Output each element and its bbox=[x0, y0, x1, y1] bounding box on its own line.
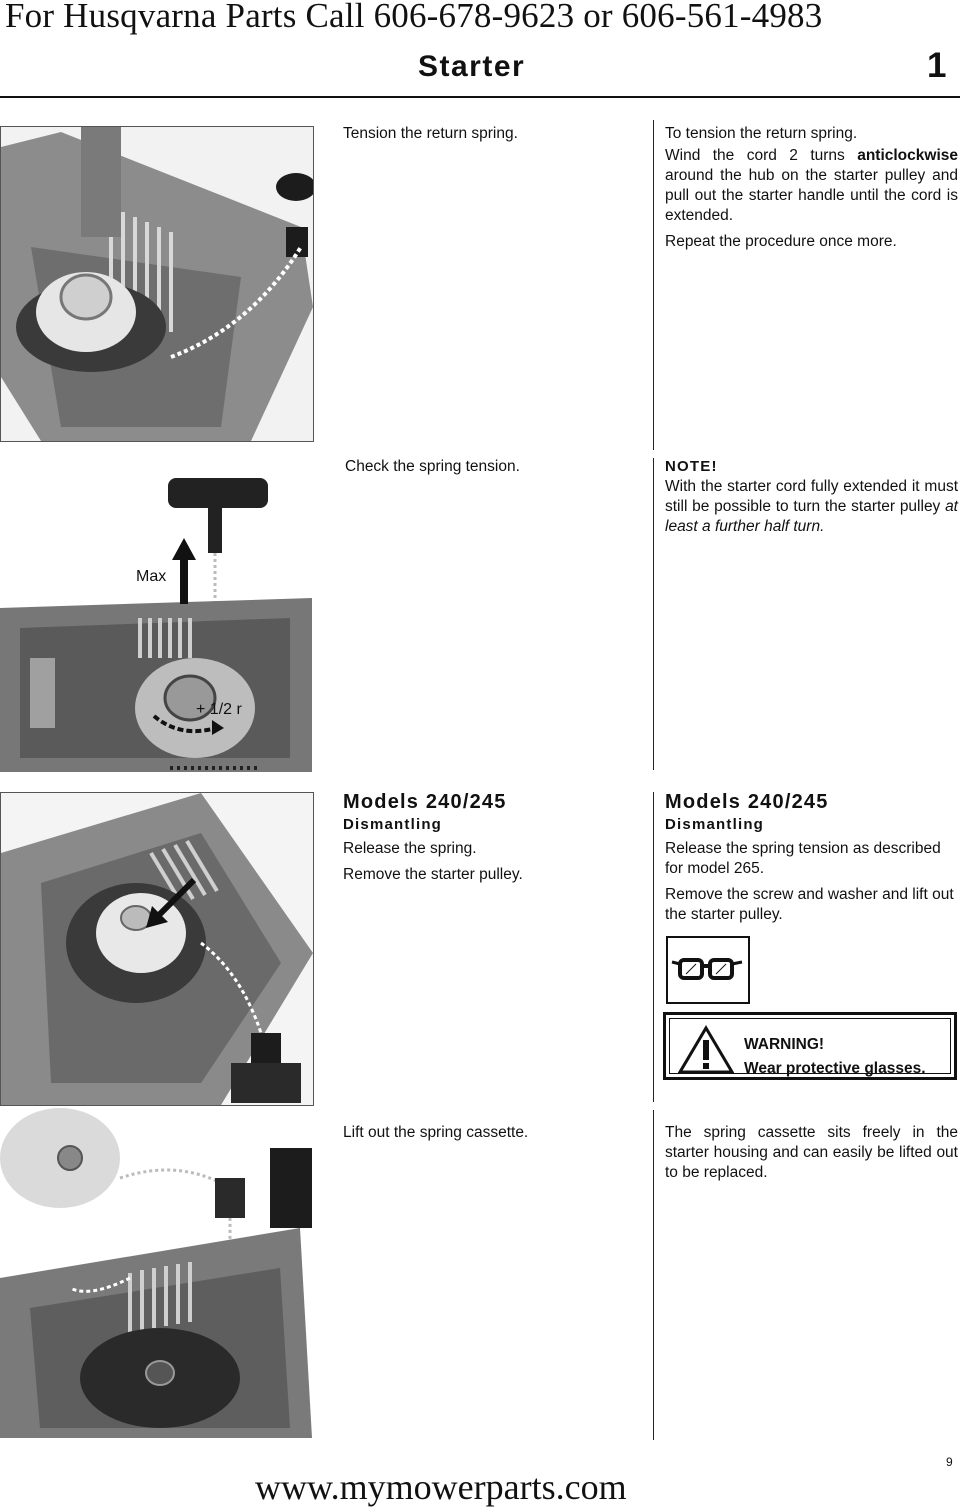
note-text bbox=[665, 477, 958, 537]
step1-instructions bbox=[665, 124, 958, 258]
page-number: 9 bbox=[946, 1455, 953, 1469]
protective-glasses-icon bbox=[666, 936, 750, 1004]
wind-text-after: around the hub on the starter pulley and pull out the starter handle until the cord is extended. bbox=[665, 167, 958, 224]
tension-spring-photo bbox=[0, 126, 314, 442]
header-rule bbox=[0, 96, 960, 98]
section-title: Starter bbox=[418, 50, 526, 83]
spring-tension-photo bbox=[0, 458, 312, 772]
models-heading: Models 240/245 bbox=[665, 791, 829, 813]
step3-left-line: Remove the starter pulley. bbox=[343, 866, 523, 883]
column-divider bbox=[653, 1110, 654, 1440]
step4-caption: Lift out the spring cassette. bbox=[343, 1124, 529, 1141]
column-divider bbox=[653, 458, 654, 770]
arrow-up-icon bbox=[172, 538, 196, 604]
note-text-main: With the starter cord fully extended it must still be possible to turn the starter pulley bbox=[665, 478, 958, 515]
warning-title: WARNING! bbox=[744, 1036, 825, 1053]
dismantling-subheading: Dismantling bbox=[665, 816, 765, 833]
remove-pulley-photo bbox=[0, 792, 314, 1106]
warning-triangle-icon bbox=[678, 1025, 734, 1075]
step4-text: The spring cassette sits freely in the starter housing and can easily be lifted out to be replaced. bbox=[665, 1124, 958, 1181]
dealer-banner: For Husqvarna Parts Call 606-678-9623 or 606-561-4983 bbox=[5, 0, 823, 35]
step3-right-line: Remove the screw and washer and lift out the starter pulley. bbox=[665, 886, 954, 923]
spring-cassette-photo bbox=[0, 1108, 312, 1438]
step1-wind-text bbox=[665, 146, 958, 226]
warning-message: Wear protective glasses. bbox=[744, 1060, 926, 1077]
step1-line: To tension the return spring. bbox=[665, 125, 858, 142]
column-divider bbox=[653, 120, 654, 450]
wind-text-before: Wind the cord 2 turns bbox=[665, 147, 858, 164]
step2-caption: Check the spring tension. bbox=[345, 458, 520, 475]
step3-right bbox=[665, 790, 958, 931]
step3-right-line: Release the spring tension as described for model 265. bbox=[665, 840, 941, 877]
warning-text bbox=[744, 1033, 926, 1081]
column-divider bbox=[653, 792, 654, 1102]
step3-left-line: Release the spring. bbox=[343, 840, 477, 857]
arrow-pointer-icon bbox=[146, 878, 196, 928]
note-heading: NOTE! bbox=[665, 458, 718, 475]
models-heading: Models 240/245 bbox=[343, 791, 507, 813]
half-turn-label: + 1/2 r bbox=[196, 701, 242, 718]
footer-url[interactable]: www.mymowerparts.com bbox=[255, 1467, 627, 1507]
wind-text-bold: anticlockwise bbox=[857, 147, 958, 164]
max-label: Max bbox=[136, 568, 167, 585]
step1-line: Repeat the procedure once more. bbox=[665, 233, 897, 250]
warning-box bbox=[663, 1012, 957, 1080]
section-number: 1 bbox=[927, 46, 947, 85]
dismantling-subheading: Dismantling bbox=[343, 816, 443, 833]
step1-caption: Tension the return spring. bbox=[343, 125, 518, 142]
note-text-italic: at least a further half turn. bbox=[665, 498, 958, 535]
step3-left bbox=[343, 790, 523, 891]
step2-note bbox=[665, 457, 958, 543]
